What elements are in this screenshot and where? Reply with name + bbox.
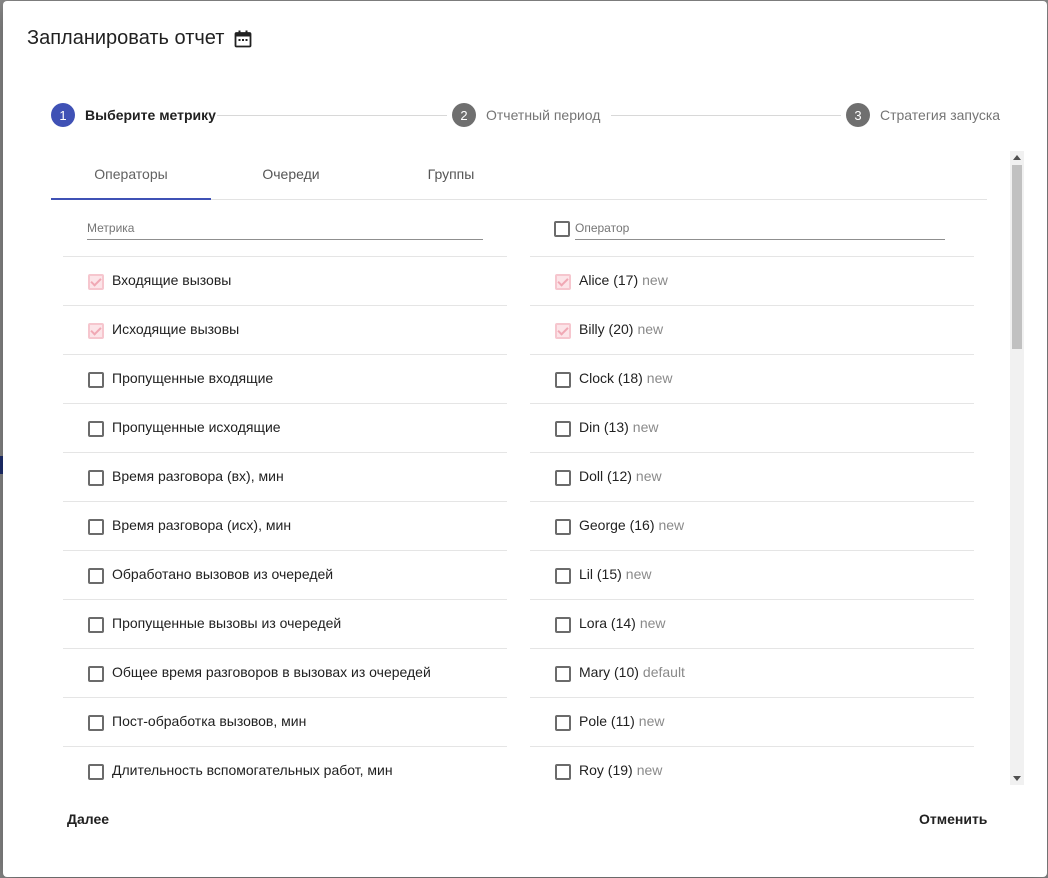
operator-status-tag: new bbox=[625, 566, 652, 582]
metric-checkbox[interactable] bbox=[88, 470, 104, 486]
metric-checkbox[interactable] bbox=[88, 274, 104, 290]
metric-label: Время разговора (исх), мин bbox=[112, 517, 292, 533]
operator-status-tag: default bbox=[642, 664, 685, 680]
step-label: Отчетный период bbox=[486, 107, 601, 123]
step-label: Выберите метрику bbox=[85, 107, 216, 123]
metric-checkbox[interactable] bbox=[88, 519, 104, 535]
step-connector bbox=[217, 115, 447, 116]
operator-checkbox[interactable] bbox=[555, 519, 571, 535]
tab-groups[interactable]: Группы bbox=[427, 166, 475, 182]
operator-status-tag: new bbox=[639, 615, 666, 631]
operator-checkbox[interactable] bbox=[555, 470, 571, 486]
tab-bar bbox=[51, 149, 987, 200]
operator-status-tag: new bbox=[642, 272, 668, 288]
metrics-filter-row bbox=[63, 199, 507, 257]
operator-checkbox[interactable] bbox=[555, 274, 571, 290]
operator-name: Din (13) bbox=[579, 419, 629, 435]
metric-label: Входящие вызовы bbox=[112, 272, 232, 288]
operator-status-tag: new bbox=[646, 370, 673, 386]
metric-label: Обработано вызовов из очередей bbox=[112, 566, 334, 582]
operator-name: Alice (17) bbox=[579, 272, 639, 288]
metric-label: Пропущенные вызовы из очередей bbox=[112, 615, 342, 631]
scroll-thumb[interactable] bbox=[1012, 165, 1022, 349]
operator-label bbox=[579, 272, 668, 288]
step-select-metric[interactable] bbox=[51, 103, 216, 127]
metric-checkbox[interactable] bbox=[88, 715, 104, 731]
metric-filter-input[interactable] bbox=[87, 217, 483, 240]
step-number: 2 bbox=[452, 103, 476, 127]
operator-checkbox[interactable] bbox=[555, 666, 571, 682]
metric-row[interactable] bbox=[63, 257, 507, 306]
operator-row[interactable] bbox=[530, 404, 974, 453]
metric-row[interactable] bbox=[63, 453, 507, 502]
operators-filter-row bbox=[530, 199, 974, 257]
operator-name: Doll (12) bbox=[579, 468, 632, 484]
metric-checkbox[interactable] bbox=[88, 666, 104, 682]
dialog-actions bbox=[3, 791, 1047, 847]
dialog-title bbox=[27, 27, 252, 50]
operator-name: George (16) bbox=[579, 517, 655, 533]
metric-label: Пост-обработка вызовов, мин bbox=[112, 713, 307, 729]
operator-checkbox[interactable] bbox=[555, 764, 571, 780]
cancel-button[interactable]: Отменить bbox=[903, 801, 1003, 837]
operator-name: Clock (18) bbox=[579, 370, 643, 386]
operator-row[interactable] bbox=[530, 747, 974, 785]
operator-status-tag: new bbox=[636, 762, 663, 778]
next-button[interactable]: Далее bbox=[51, 801, 125, 837]
operator-checkbox[interactable] bbox=[555, 617, 571, 633]
operator-label bbox=[579, 566, 651, 582]
metric-checkbox[interactable] bbox=[88, 372, 104, 388]
operator-name: Roy (19) bbox=[579, 762, 633, 778]
operator-row[interactable] bbox=[530, 600, 974, 649]
calendar-icon bbox=[234, 30, 252, 48]
operator-row[interactable] bbox=[530, 355, 974, 404]
metric-row[interactable] bbox=[63, 649, 507, 698]
metric-label: Исходящие вызовы bbox=[112, 321, 240, 337]
operator-row[interactable] bbox=[530, 698, 974, 747]
step-launch-strategy[interactable] bbox=[846, 103, 1000, 127]
operator-name: Lil (15) bbox=[579, 566, 622, 582]
step-connector bbox=[611, 115, 841, 116]
operator-label bbox=[579, 517, 684, 533]
metrics-list bbox=[63, 199, 507, 785]
step-number: 3 bbox=[846, 103, 870, 127]
operator-status-tag: new bbox=[632, 419, 659, 435]
operator-name: Mary (10) bbox=[579, 664, 639, 680]
operator-name: Pole (11) bbox=[579, 713, 635, 729]
metric-label: Пропущенные входящие bbox=[112, 370, 274, 386]
metric-checkbox[interactable] bbox=[88, 568, 104, 584]
metric-checkbox[interactable] bbox=[88, 617, 104, 633]
operator-checkbox[interactable] bbox=[555, 421, 571, 437]
metric-row[interactable] bbox=[63, 502, 507, 551]
step-label: Стратегия запуска bbox=[880, 107, 1001, 123]
metric-row[interactable] bbox=[63, 306, 507, 355]
operator-checkbox[interactable] bbox=[555, 715, 571, 731]
metric-row[interactable] bbox=[63, 355, 507, 404]
tab-operators[interactable]: Операторы bbox=[94, 166, 168, 182]
metric-label: Время разговора (вх), мин bbox=[112, 468, 284, 484]
operator-label bbox=[579, 664, 685, 680]
operator-label bbox=[579, 468, 662, 484]
metric-label: Длительность вспомогательных работ, мин bbox=[112, 762, 393, 778]
scroll-up-arrow-icon[interactable] bbox=[1013, 155, 1021, 160]
dialog-title-text: Запланировать отчет bbox=[27, 27, 225, 49]
operator-row[interactable] bbox=[530, 257, 974, 306]
operator-status-tag: new bbox=[637, 321, 664, 337]
metric-checkbox[interactable] bbox=[88, 323, 104, 339]
operator-name: Lora (14) bbox=[579, 615, 636, 631]
schedule-report-dialog bbox=[3, 1, 1047, 877]
operator-label bbox=[579, 370, 672, 386]
operator-checkbox[interactable] bbox=[555, 372, 571, 388]
metric-row[interactable] bbox=[63, 551, 507, 600]
operator-row[interactable] bbox=[530, 453, 974, 502]
stepper bbox=[51, 103, 1001, 129]
metric-row[interactable] bbox=[63, 404, 507, 453]
operator-status-tag: new bbox=[635, 468, 662, 484]
metric-checkbox[interactable] bbox=[88, 764, 104, 780]
operator-name: Billy (20) bbox=[579, 321, 634, 337]
metric-row[interactable] bbox=[63, 600, 507, 649]
operator-checkbox[interactable] bbox=[555, 323, 571, 339]
metric-row[interactable] bbox=[63, 698, 507, 747]
step-report-period[interactable] bbox=[452, 103, 600, 127]
operator-status-tag: new bbox=[658, 517, 685, 533]
metric-label: Пропущенные исходящие bbox=[112, 419, 281, 435]
step-content bbox=[51, 149, 1011, 785]
metric-label: Общее время разговоров в вызовах из очередей bbox=[112, 664, 431, 680]
operator-row[interactable] bbox=[530, 502, 974, 551]
step-number: 1 bbox=[51, 103, 75, 127]
metric-checkbox[interactable] bbox=[88, 421, 104, 437]
operator-label bbox=[579, 762, 662, 778]
operator-row[interactable] bbox=[530, 649, 974, 698]
operator-row[interactable] bbox=[530, 551, 974, 600]
metric-row[interactable] bbox=[63, 747, 507, 785]
operator-label bbox=[579, 713, 664, 729]
scroll-down-arrow-icon[interactable] bbox=[1013, 776, 1021, 781]
operator-label bbox=[579, 615, 666, 631]
operator-row[interactable] bbox=[530, 306, 974, 355]
operator-checkbox[interactable] bbox=[555, 568, 571, 584]
operator-status-tag: new bbox=[638, 713, 665, 729]
content-scrollbar[interactable] bbox=[1010, 151, 1024, 785]
operator-label bbox=[579, 321, 663, 337]
select-all-operators-checkbox[interactable] bbox=[554, 221, 570, 237]
operator-label bbox=[579, 419, 658, 435]
operator-filter-input[interactable] bbox=[575, 217, 945, 240]
tab-queues[interactable]: Очереди bbox=[262, 166, 320, 182]
operators-list bbox=[530, 199, 974, 785]
